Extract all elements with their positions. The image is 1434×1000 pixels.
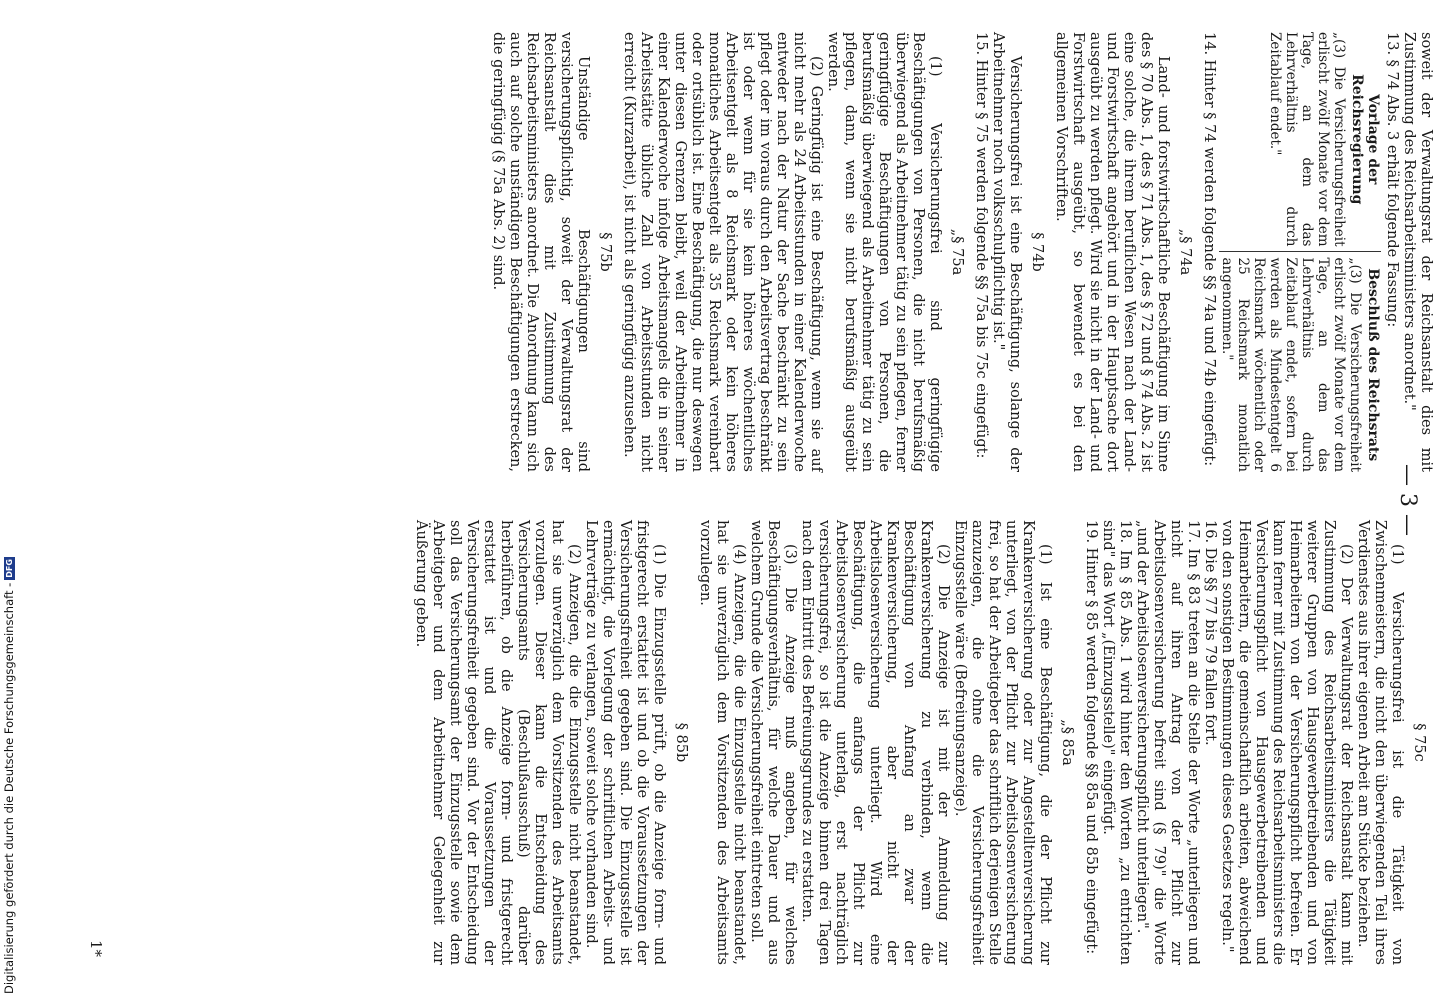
comparison-government-heading: Vorlage der Reichsregierung (1349, 74, 1381, 205)
text-paragraph: (2) Geringfügig ist eine Beschäftigung, wenn sie auf nicht mehr als 24 Arbeitsstunden in einer Kalenderwoche entweder nach der Natur der Sache beschränkt zu sein pflegt oder im voraus durch den Arbeitsvertrag beschränkt ist oder wenn für sie kein höheres wöchentliches Arbeitsentgelt als 8 Reichsmark oder kein höheres monatliches Arbeitsentgelt als 35 Reichsmark vereinbart oder ortsüblich ist. Eine Beschäftigung, die nur deswegen unter diesen Grenzen bleibt, weil der Arbeitnehmer in einer Kalenderwoche infolge Arbeitsmangels die in seiner Arbeitsstätte übliche Zahl von Arbeitsstunden nicht erreicht (Kurzarbeit), ist nicht als geringfügig anzusehen. (621, 32, 824, 472)
section-heading: „§ 75a (949, 228, 965, 276)
text-paragraph: (3) Die Anzeige muß angeben, für welches Beschäftigungsverhältnis, für welche Dauer und aus welchem Grunde die Versicherungsfreiheit eintreten soll. (748, 520, 798, 965)
text-paragraph: Unständige Beschäftigungen sind versicherungspflichtig, soweit der Verwaltungsrat der Reichsanstalt dies mit Zustimmung des Reichsarbeitsministers anordnet. Die Anordnung kann sich auch auf solche unständigen Beschäftigungen erstrecken, die geringfügig (§ 75a Abs. 2) sind. (490, 32, 591, 472)
page-number: — 3 — (1395, 464, 1420, 536)
text-paragraph: (2) Die Anzeige ist mit der Anmeldung zur Krankenversicherung zu verbinden, wenn die Beschäftigung von Anfang an zwar der Krankenversicherung, aber nicht der Arbeitslosenversicherung unterliegt. Wird eine Beschäftigung, die anfangs der Pflicht zur Arbeitslosenversicherung unterlag, erst nachträglich versicherungsfrei, so ist die Anzeige binnen drei Tagen nach dem Eintritt des Befreiungsgrundes zu erstatten. (799, 520, 951, 965)
comparison-table (1219, 32, 1381, 472)
comparison-government-text: „(3) Die Versicherungsfreiheit erlischt zwölf Monate vor dem Tage, an dem das Lehrverhältnis durch Zeitablauf endet." (1267, 32, 1347, 247)
signature-mark: 1* (87, 940, 105, 958)
comparison-government (1219, 32, 1381, 247)
section-heading: „§ 74a (1177, 228, 1193, 276)
text-paragraph: (1) Die Einzugsstelle prüft, ob die Anzeige form- und fristgerecht erstattet ist und ob die Voraussetzungen der Versicherungsfreiheit gegeben sind. Die Einzugsstelle ist ermächtigt, die Vorlegung der schriftlichen Arbeits- und Lehrverträge zu verlangen, soweit solche vorhanden sind. (583, 520, 667, 965)
text-paragraph: Land- und forstwirtschaftliche Beschäftigung im Sinne des § 70 Abs. 1, des § 71 Abs. 1, des § 72 und § 74 Abs. 2 ist eine solche, die ihrem beruflichen Wesen nach der Land- und Forstwirtschaft angehört und in der Hauptsache dort ausgeübt zu werden pflegt. Wird sie nicht in der Land- und Forstwirtschaft ausgeübt, so bewendet es bei den allgemeinen Vorschriften. (1053, 32, 1171, 472)
comparison-reichsrat-heading: Beschluß des Reichsrats (1365, 268, 1381, 462)
text-paragraph: (2) Anzeigen, die die Einzugsstelle nicht beanstandet, hat sie unverzüglich dem Vorsitzenden des Arbeitsamts vorzulegen. Dieser kann die Entscheidung des Versicherungsamts (Beschlußausschuß) darüber herbeiführen, ob die Anzeige form- und fristgerecht erstattet ist und die Voraussetzungen der Versicherungsfreiheit gegeben sind. Vor der Entscheidung soll das Versicherungsamt der Einzugsstelle sowie dem Arbeitgeber und dem Arbeitnehmer Gelegenheit zur Äußerung geben. (413, 520, 582, 965)
text-paragraph: 16. Die §§ 77 bis 79 fallen fort. (1202, 520, 1218, 746)
comparison-reichsrat (1219, 251, 1381, 473)
section-heading: „§ 85a (1059, 719, 1075, 766)
text-paragraph: Versicherungsfrei ist eine Beschäftigung, solange der Arbeitnehmer noch volksschulpflichtig ist." (990, 32, 1023, 472)
section-heading: § 85b (673, 722, 689, 763)
text-paragraph: 17. Im § 83 treten an die Stelle der Worte „unterliegen und nicht auf ihren Antrag von der Pflicht zur Arbeitslosenversicherung befreit sind (§ 79)" die Worte „und der Arbeitslosenversicherungspflicht unterliegen". (1134, 520, 1201, 965)
text-paragraph: (1) Ist eine Beschäftigung, die der Pflicht zur Krankenversicherung oder zur Angestelltenversicherung unterliegt, von der Pflicht zur Arbeitslosenversicherung frei, so hat der Arbeitgeber das schriftlich derjenigen Stelle anzuzeigen, die ohne die Versicherungsfreiheit Einzugsstelle wäre (Befreiungsanzeige). (952, 520, 1053, 965)
text-paragraph: (4) Anzeigen, die die Einzugsstelle nicht beanstandet, hat sie unverzüglich dem Vorsitzenden des Arbeitsamts vorzulegen. (697, 520, 747, 965)
text-paragraph: (2) Der Verwaltungsrat der Reichsanstalt kann mit Zustimmung des Reichsarbeitsministers die Tätigkeit weiterer Gruppen von Hausgewerbetreibenden und von Heimarbeitern von der Versicherungspflicht befreien. Er kann ferner mit Zustimmung des Reichsarbeitsministers die Versicherungspflicht von Hausgewerbetreibenden und Heimarbeitern, die gemeinschaftlich arbeiten, abweichend von den sonstigen Bestimmungen dieses Gesetzes regeln." (1219, 520, 1354, 965)
left-column (489, 32, 1434, 472)
section-heading: § 75b (597, 232, 613, 272)
text-paragraph: (1) Versicherungsfrei sind geringfügige Beschäftigungen von Personen, die nicht berufsmäßig überwiegend als Arbeitnehmer tätig zu sein pflegen, ferner geringfügige Beschäftigungen von Personen, die berufsmäßig überwiegend als Arbeitnehmer tätig zu sein pflegen, dann, wenn sie nicht berufsmäßig ausgeübt werden. (825, 32, 943, 472)
text-paragraph: 18. Im § 85 Abs. 1 wird hinter den Worten „zu entrichten sind" das Wort „(Einzugsstelle)" eingefügt. (1100, 520, 1133, 965)
text-paragraph: 13. § 74 Abs. 3 erhält folgende Fassung: (1384, 32, 1400, 328)
left-intro (1383, 32, 1434, 472)
section-heading: § 74b (1029, 232, 1045, 272)
left-body (489, 32, 1217, 472)
text-paragraph: soweit der Verwaltungsrat der Reichsanstalt dies mit Zustimmung des Reichsarbeitsministers anordnet." (1401, 32, 1434, 472)
text-paragraph: 19. Hinter § 85 werden folgende §§ 85a und 85b eingefügt: (1083, 520, 1099, 955)
text-paragraph: 14. Hinter § 74 werden folgende §§ 74a und 74b eingefügt: (1201, 32, 1217, 467)
digitization-credit-text: Digitalisierung gefördert durch die Deutsche Forschungsgemeinschaft - (2, 582, 16, 994)
text-paragraph: (1) Versicherungsfrei ist die Tätigkeit von Zwischenmeistern, die nicht den überwiegenden Teil ihres Verdienstes aus ihrer eigenen Arbeit am Stücke beziehen. (1355, 520, 1405, 965)
text-paragraph: 15. Hinter § 75 werden folgende §§ 75a bis 75c eingefügt: (973, 32, 989, 459)
section-heading: § 75c (1411, 723, 1427, 762)
comparison-reichsrat-text: „(3) Die Versicherungsfreiheit erlischt zwölf Monate vor dem Tage, an dem das Lehrverhältnis durch Zeitablauf endet, sofern bei werden als Mindestentgelt 6 Reichsmark wöchentlich oder 25 Reichsmark monatlich angenommen." (1219, 257, 1363, 472)
dfg-logo-icon: DFG (4, 559, 14, 578)
digitization-credit (2, 557, 16, 994)
right-column (412, 520, 1434, 965)
